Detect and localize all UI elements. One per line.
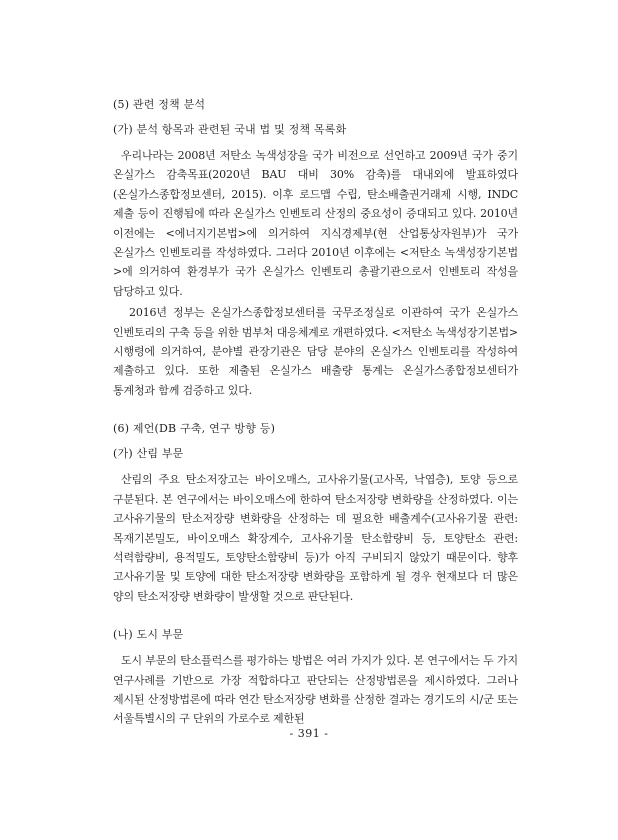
page-number: - 391 - [289, 727, 329, 740]
section-5-paragraph-1: 우리나라는 2008년 저탄소 녹색성장을 국가 비전으로 선언하고 2009년 국가 중기 온실가스 감축목표(2020년 BAU 대비 30% 감축)를 대내외에 발표하였다(온실가스종합정보센터, 2015). 이후 로드맵 수립, 탄소배출권거래제 시행, INDC 제출 등이 진행됨에 따라 온실가스 인벤토리 산정의 중요성이 증대되고 있다. 2010년 이전에는 <에너지기본법>에 의거하여 지식경제부(현 산업통상자원부)가 국가 온실가스 인벤토리를 작성하였다. 그러다 2010년 이후에는 <저탄소 녹색성장기본법>에 의거하여 환경부가 국가 온실가스 인벤토리 총괄기관으로서 인벤토리 작성을 담당하고 있다. [113, 149, 518, 298]
forest-subheading: (가) 산림 부문 [113, 447, 184, 461]
urban-paragraph: 도시 부문의 탄소플럭스를 평가하는 방법은 여러 가지가 있다. 본 연구에서는 두 가지 연구사례를 기반으로 가장 적합하다고 판단되는 산정방법론을 제시하였다. 그러나 제시된 산정방법론에 따라 연간 탄소저장량 변화를 산정한 결과는 경기도의 시/군 또는 서울특별시의 구 단위의 가로수로 제한된 [113, 654, 518, 726]
document-body [113, 97, 518, 729]
section-6-heading: (6) 제언(DB 구축, 연구 방향 등) [113, 422, 276, 436]
section-5-paragraph-2: 2016년 정부는 온실가스종합정보센터를 국무조정실로 이관하여 국가 온실가스 인벤토리의 구축 등을 위한 범부처 대응체계로 개편하였다. <저탄소 녹색성장기본법> 시행령에 의거하여, 분야별 관장기관은 담당 분야의 온실가스 인벤토리를 작성하여 제출하고 있다. 또한 제출된 온실가스 배출량 통계는 온실가스종합정보센터가 통계청과 함께 검증하고 있다. [113, 306, 518, 397]
section-5-subheading: (가) 분석 항목과 관련된 국내 법 및 정책 목록화 [113, 123, 347, 136]
urban-subheading: (나) 도시 부문 [113, 628, 184, 642]
forest-paragraph: 산림의 주요 탄소저장고는 바이오매스, 고사유기물(고사목, 낙엽층), 토양 등으로 구분된다. 본 연구에서는 바이오매스에 한하여 탄소저장량 변화량을 산정하였다. 이는 고사유기물의 탄소저장량 변화량을 산정하는 데 필요한 배출계수(고사유기물 관련: 목재기본밀도, 바이오매스 확장계수, 고사유기물 탄소함량비 등, 토양탄소 관련: 석력함량비, 용적밀도, 토양탄소함량비 등)가 아직 구비되지 않았기 때문이다. 향후 고사유기물 및 토양에 대한 탄소저장량 변화량을 포함하게 될 경우 현재보다 더 많은 양의 탄소저장량 변화량이 발생할 것으로 판단된다. [113, 473, 518, 603]
section-5-heading: (5) 관련 정책 분석 [113, 98, 206, 111]
